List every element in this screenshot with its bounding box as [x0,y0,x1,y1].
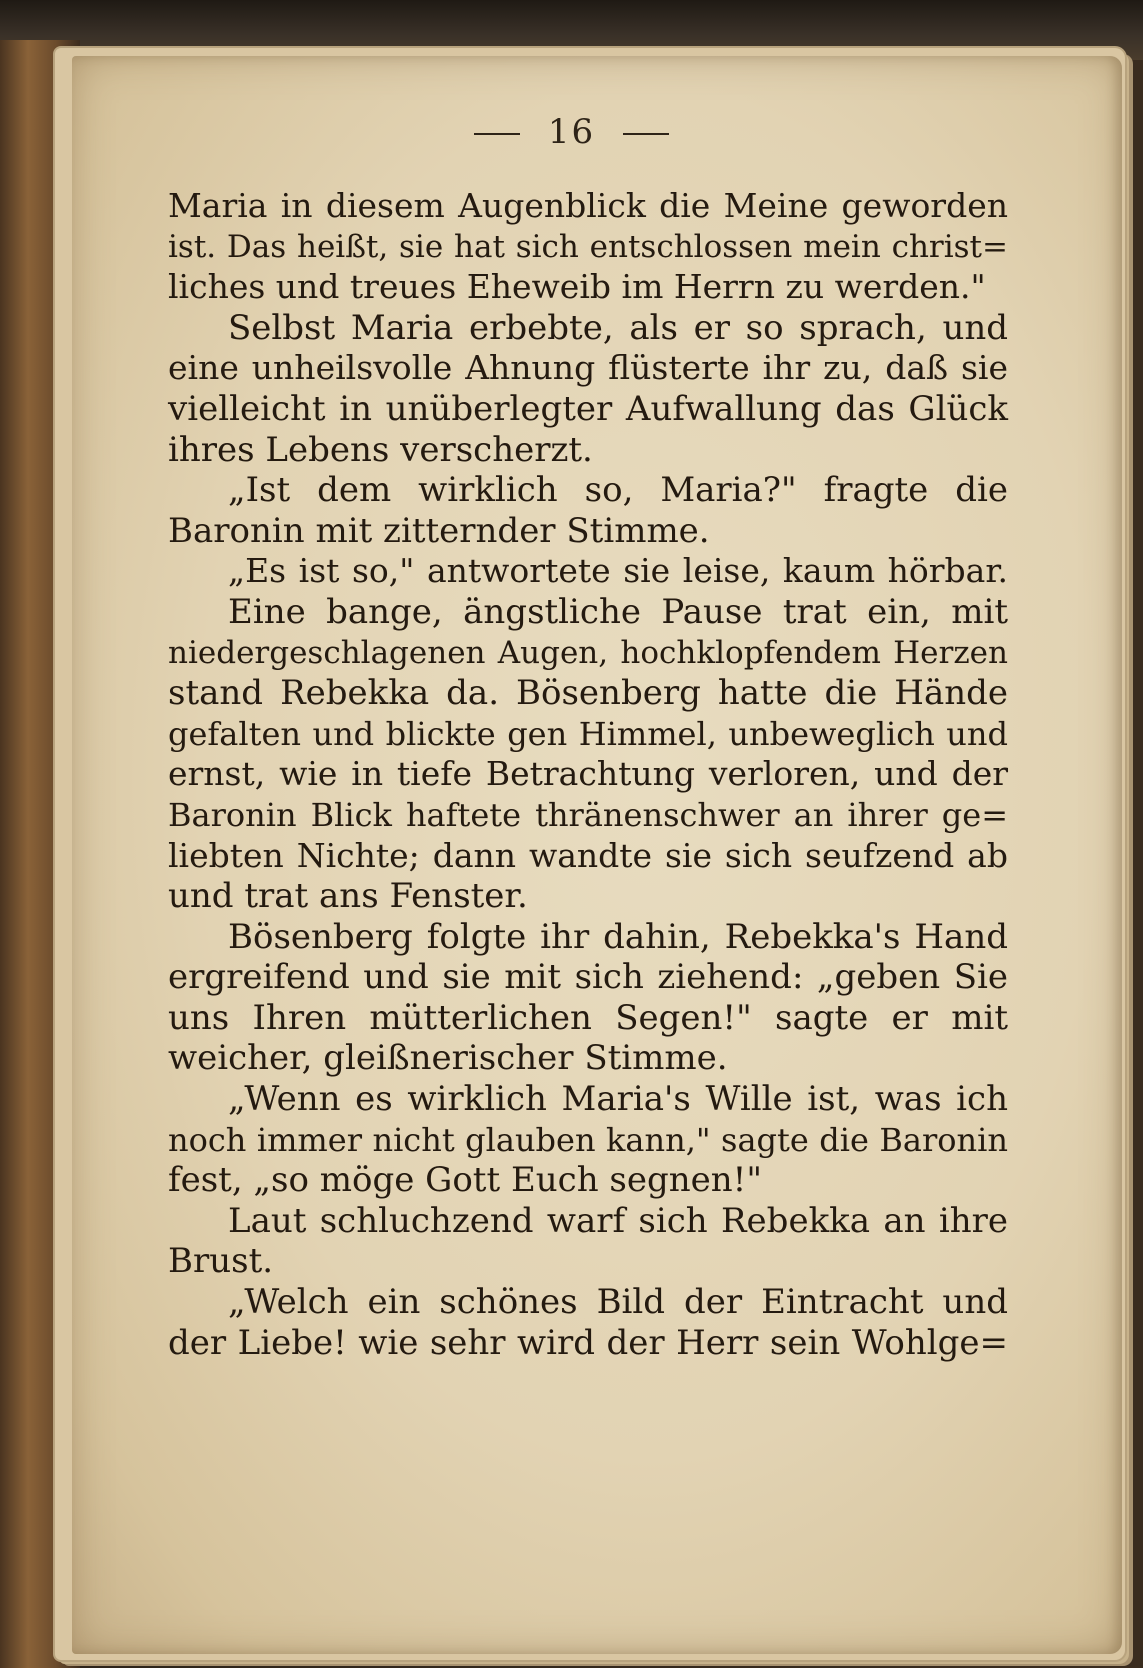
text-line: eine unheilsvolle Ahnung flüsterte ihr zu, daß sie [168,348,1008,388]
text-line: „Ist dem wirklich so, Maria?" fragte die [228,470,1008,511]
text-line: „Es ist so," antwortete sie leise, kaum hörbar. [228,551,1008,591]
text-line: stand Rebekka da. Bösenberg hatte die Hände [168,673,1008,714]
text-line: noch immer nicht glauben kann," sagte die Baronin [168,1120,1008,1159]
text-line: liebten Nichte; dann wandte sie sich seufzend ab [168,835,1008,875]
text-line: ist. Das heißt, sie hat sich entschlossen mein christ= [168,228,1008,265]
text-line: „Welch ein schönes Bild der Eintracht und [228,1282,1008,1323]
text-line: vielleicht in unüberlegter Aufwallung das Glück [168,388,1008,429]
text-line: fest, „so möge Gott Euch segnen!" [168,1160,762,1201]
text-line: uns Ihren mütterlichen Segen!" sagte er mit [168,997,1008,1038]
page-number-dash-left [474,133,520,135]
page-number-value: 16 [547,112,596,152]
body-text [168,186,1008,1363]
text-line: weicher, gleißnerischer Stimme. [168,1038,728,1079]
text-line: Baronin Blick haftete thränenschwer an ihrer ge= [168,795,1008,834]
text-line: Baronin mit zitternder Stimme. [168,510,710,551]
text-line: ihres Lebens verscherzt. [168,429,593,470]
text-line: Maria in diesem Augenblick die Meine geworden [168,186,1008,225]
text-line: der Liebe! wie sehr wird der Herr sein Wohlge= [168,1322,1008,1363]
text-line: Brust. [168,1241,274,1282]
page-number-dash-right [623,133,669,135]
text-line: „Wenn es wirklich Maria's Wille ist, was ich [228,1079,1008,1120]
text-line: Laut schluchzend warf sich Rebekka an ihre [228,1200,1008,1241]
page-number [0,112,1143,152]
text-line: liches und treues Eheweib im Herrn zu werden." [168,267,986,307]
text-line: Selbst Maria erbebte, als er so sprach, und [228,307,1008,348]
text-line: Eine bange, ängstliche Pause trat ein, mit [228,591,1008,632]
text-line: ergreifend und sie mit sich ziehend: „geben Sie [168,957,1008,998]
text-line: niedergeschlagenen Augen, hochklopfendem Herzen [168,634,1008,671]
text-line: gefalten und blickte gen Himmel, unbeweglich und [168,714,1008,753]
text-line: Bösenberg folgte ihr dahin, Rebekka's Hand [228,916,1008,957]
text-line: ernst, wie in tiefe Betrachtung verloren, und der [168,754,1008,794]
text-line: und trat ans Fenster. [168,876,528,917]
